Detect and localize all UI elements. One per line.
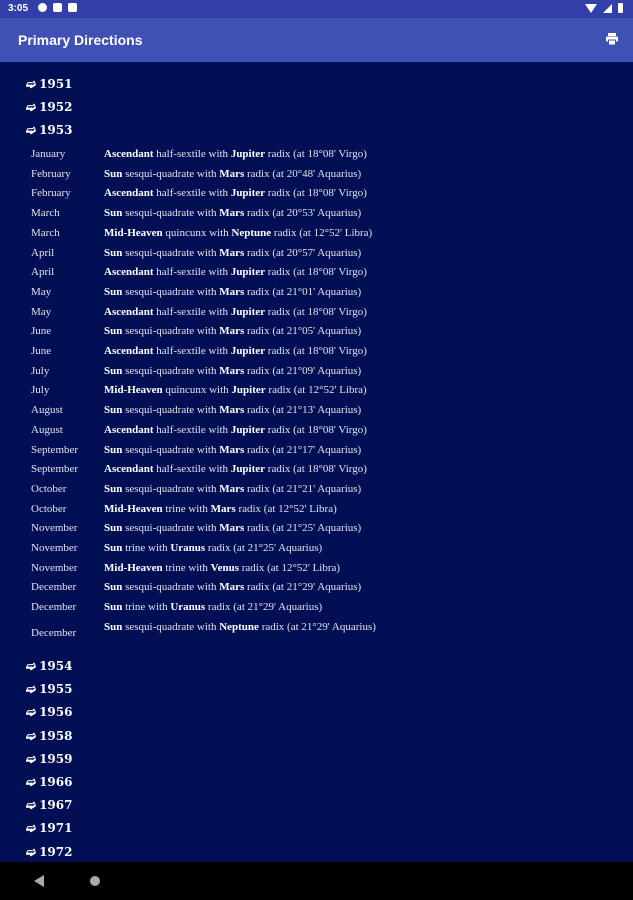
radix-planet: Mars <box>210 502 236 515</box>
year-label: 1967 <box>39 798 73 813</box>
radix-position: radix (at 18°08' Virgo) <box>267 187 367 200</box>
moving-point: Mid-Heaven <box>104 502 163 515</box>
event-description <box>104 148 404 160</box>
event-month: May <box>31 285 52 298</box>
event-description <box>104 384 404 396</box>
aspect: sesqui-quadrate with <box>125 285 217 298</box>
aspect: sesqui-quadrate with <box>125 167 217 180</box>
event-month: October <box>31 502 67 515</box>
radix-planet: Mars <box>219 325 245 338</box>
status-time: 3:05 <box>8 3 29 14</box>
radix-planet: Neptune <box>219 620 259 633</box>
aspect: quincunx with <box>165 226 229 239</box>
moving-point: Sun <box>104 542 123 554</box>
event-description <box>104 621 404 633</box>
radix-planet: Mars <box>219 404 245 417</box>
expand-arrow-icon: ➫ <box>26 705 37 720</box>
moving-point: Ascendant <box>104 148 154 160</box>
radix-position: radix (at 21°05' Aquarius) <box>247 325 362 338</box>
moving-point: Ascendant <box>104 345 154 357</box>
event-description <box>104 424 404 436</box>
event-month: August <box>31 404 63 417</box>
event-month: September <box>31 463 79 476</box>
year-toggle[interactable] <box>26 682 72 696</box>
radix-planet: Mars <box>219 581 245 594</box>
event-month: November <box>31 561 78 574</box>
event-description <box>104 562 404 574</box>
radix-planet: Jupiter <box>230 266 266 279</box>
event-description <box>104 601 404 613</box>
event-month: December <box>31 581 77 594</box>
aspect: sesqui-quadrate with <box>125 207 217 220</box>
event-month: November <box>31 522 78 535</box>
event-month: July <box>31 364 50 377</box>
radix-planet: Neptune <box>231 226 272 239</box>
year-label: 1953 <box>39 123 73 137</box>
expand-arrow-icon: ➫ <box>26 100 37 114</box>
back-icon[interactable] <box>34 875 44 887</box>
radix-planet: Jupiter <box>230 345 266 357</box>
moving-point: Sun <box>104 285 123 298</box>
radix-planet: Mars <box>219 522 245 535</box>
radix-position: radix (at 18°08' Virgo) <box>267 148 367 160</box>
aspect: sesqui-quadrate with <box>125 246 217 259</box>
radix-position: radix (at 12°52' Libra) <box>268 384 367 397</box>
year-label: 1952 <box>39 100 73 114</box>
expand-arrow-icon: ➫ <box>26 798 37 813</box>
moving-point: Sun <box>104 482 123 495</box>
event-month: December <box>31 626 77 639</box>
event-month: November <box>31 542 78 554</box>
radix-planet: Jupiter <box>231 384 266 397</box>
radix-planet: Uranus <box>170 542 206 554</box>
aspect: sesqui-quadrate with <box>125 443 217 456</box>
radix-planet: Mars <box>219 285 245 298</box>
event-description <box>104 404 404 416</box>
page-title: Primary Directions <box>18 32 143 48</box>
event-month: December <box>31 601 77 614</box>
sd-card-icon <box>68 3 77 12</box>
event-month: October <box>31 482 67 495</box>
aspect: quincunx with <box>165 384 229 397</box>
event-description <box>104 365 404 377</box>
moving-point: Sun <box>104 404 123 417</box>
event-month: September <box>31 443 79 456</box>
app-bar <box>0 18 633 62</box>
event-description <box>104 542 404 554</box>
navigation-bar <box>0 862 633 900</box>
radix-planet: Jupiter <box>230 305 266 318</box>
year-label: 1972 <box>39 844 73 859</box>
moving-point: Sun <box>104 443 123 456</box>
year-label: 1954 <box>39 659 73 673</box>
event-month: February <box>31 167 71 180</box>
aspect: half-sextile with <box>156 148 229 160</box>
aspect: sesqui-quadrate with <box>125 364 217 377</box>
signal-icon <box>603 4 612 13</box>
year-toggle[interactable] <box>26 729 72 743</box>
aspect: sesqui-quadrate with <box>125 482 217 495</box>
moving-point: Ascendant <box>104 423 154 436</box>
year-label: 1956 <box>39 705 73 720</box>
year-toggle[interactable] <box>26 123 72 137</box>
battery-icon <box>618 3 623 13</box>
expand-arrow-icon: ➫ <box>26 728 37 743</box>
aspect: half-sextile with <box>156 266 229 279</box>
year-toggle[interactable] <box>26 821 72 835</box>
moving-point: Sun <box>104 620 123 633</box>
event-description <box>104 227 404 239</box>
moving-point: Ascendant <box>104 187 154 200</box>
expand-arrow-icon: ➫ <box>26 775 37 789</box>
event-description <box>104 187 404 199</box>
event-month: April <box>31 266 55 279</box>
year-toggle[interactable] <box>26 100 72 114</box>
event-description <box>104 286 404 298</box>
year-label: 1951 <box>39 77 73 91</box>
aspect: trine with <box>125 601 168 614</box>
event-month: April <box>31 246 55 259</box>
radix-position: radix (at 18°08' Virgo) <box>267 463 367 476</box>
radix-position: radix (at 18°08' Virgo) <box>267 345 367 357</box>
radix-position: radix (at 21°17' Aquarius) <box>247 443 362 456</box>
year-label: 1959 <box>39 751 73 766</box>
aspect: half-sextile with <box>156 187 229 200</box>
aspect: sesqui-quadrate with <box>125 581 217 594</box>
event-month: July <box>31 384 50 397</box>
event-description <box>104 483 404 495</box>
notification-icon <box>53 3 62 12</box>
year-toggle[interactable] <box>26 705 72 719</box>
year-label: 1971 <box>39 821 73 836</box>
aspect: sesqui-quadrate with <box>125 325 217 338</box>
event-description <box>104 503 404 515</box>
event-description <box>104 463 404 475</box>
event-month: June <box>31 325 52 338</box>
radix-planet: Mars <box>219 207 245 220</box>
year-toggle[interactable] <box>26 775 72 789</box>
radix-position: radix (at 21°29' Aquarius) <box>261 620 376 633</box>
expand-arrow-icon: ➫ <box>26 844 37 859</box>
radix-planet: Mars <box>219 482 245 495</box>
radix-position: radix (at 12°52' Libra) <box>241 561 341 574</box>
aspect: sesqui-quadrate with <box>125 620 217 633</box>
year-toggle[interactable] <box>26 752 72 766</box>
year-toggle[interactable] <box>26 845 72 859</box>
expand-arrow-icon: ➫ <box>26 659 37 673</box>
wifi-icon <box>585 4 597 13</box>
event-month: May <box>31 305 52 318</box>
event-description <box>104 266 404 278</box>
year-label: 1966 <box>39 775 73 789</box>
expand-arrow-icon: ➫ <box>26 123 37 137</box>
moving-point: Sun <box>104 364 123 377</box>
event-description <box>104 168 404 180</box>
settings-icon <box>38 3 47 12</box>
radix-position: radix (at 18°08' Virgo) <box>267 305 367 318</box>
year-toggle[interactable] <box>26 659 72 673</box>
aspect: sesqui-quadrate with <box>125 404 217 417</box>
moving-point: Sun <box>104 207 123 220</box>
event-description <box>104 247 404 259</box>
expand-arrow-icon: ➫ <box>26 682 37 697</box>
radix-planet: Mars <box>219 167 245 180</box>
radix-position: radix (at 21°09' Aquarius) <box>247 364 362 377</box>
radix-position: radix (at 12°52' Libra) <box>273 226 373 239</box>
radix-planet: Uranus <box>170 601 206 614</box>
moving-point: Mid-Heaven <box>104 384 163 397</box>
radix-planet: Mars <box>219 443 245 456</box>
radix-position: radix (at 20°48' Aquarius) <box>247 167 362 180</box>
radix-position: radix (at 12°52' Libra) <box>238 502 337 515</box>
radix-position: radix (at 21°25' Aquarius) <box>247 522 362 535</box>
radix-position: radix (at 21°29' Aquarius) <box>247 581 362 594</box>
moving-point: Mid-Heaven <box>104 561 163 574</box>
moving-point: Sun <box>104 246 123 259</box>
event-month: March <box>31 226 60 239</box>
year-label: 1958 <box>39 728 73 743</box>
aspect: sesqui-quadrate with <box>125 522 217 535</box>
year-toggle[interactable] <box>26 798 72 812</box>
event-description <box>104 345 404 357</box>
year-toggle[interactable] <box>26 77 72 91</box>
moving-point: Sun <box>104 601 123 614</box>
moving-point: Ascendant <box>104 463 154 476</box>
event-description <box>104 207 404 219</box>
radix-planet: Jupiter <box>230 463 266 476</box>
print-icon[interactable] <box>605 32 619 46</box>
status-bar <box>0 0 633 18</box>
event-description <box>104 581 404 593</box>
moving-point: Ascendant <box>104 266 154 279</box>
aspect: trine with <box>125 542 168 554</box>
system-icons <box>585 3 623 13</box>
aspect: half-sextile with <box>156 423 229 436</box>
expand-arrow-icon: ➫ <box>26 821 37 836</box>
event-description <box>104 306 404 318</box>
radix-position: radix (at 20°57' Aquarius) <box>247 246 362 259</box>
radix-position: radix (at 21°21' Aquarius) <box>247 482 362 495</box>
radix-planet: Venus <box>210 561 239 574</box>
aspect: half-sextile with <box>156 305 229 318</box>
event-description <box>104 325 404 337</box>
radix-position: radix (at 18°08' Virgo) <box>267 266 367 279</box>
aspect: trine with <box>165 561 208 574</box>
aspect: half-sextile with <box>156 463 229 476</box>
event-month: February <box>31 187 71 200</box>
radix-planet: Jupiter <box>230 423 266 436</box>
radix-position: radix (at 20°53' Aquarius) <box>247 207 362 220</box>
moving-point: Sun <box>104 325 123 338</box>
event-month: March <box>31 207 60 220</box>
notification-icons <box>38 3 77 12</box>
directions-list <box>0 62 633 862</box>
aspect: trine with <box>165 502 208 515</box>
event-month: January <box>31 148 66 160</box>
event-description <box>104 522 404 534</box>
radix-position: radix (at 21°25' Aquarius) <box>207 542 323 554</box>
moving-point: Sun <box>104 167 123 180</box>
moving-point: Ascendant <box>104 305 154 318</box>
year-label: 1955 <box>39 682 73 697</box>
radix-position: radix (at 18°08' Virgo) <box>267 423 367 436</box>
radix-position: radix (at 21°13' Aquarius) <box>247 404 362 417</box>
event-month: June <box>31 345 52 357</box>
radix-planet: Mars <box>219 364 245 377</box>
event-month: August <box>31 423 63 436</box>
home-icon[interactable] <box>90 876 100 886</box>
moving-point: Mid-Heaven <box>104 226 163 239</box>
radix-position: radix (at 21°01' Aquarius) <box>247 285 362 298</box>
event-description <box>104 444 404 456</box>
expand-arrow-icon: ➫ <box>26 77 37 91</box>
expand-arrow-icon: ➫ <box>26 751 37 766</box>
moving-point: Sun <box>104 581 123 594</box>
radix-planet: Jupiter <box>230 187 266 200</box>
radix-planet: Mars <box>219 246 245 259</box>
aspect: half-sextile with <box>156 345 229 357</box>
radix-position: radix (at 21°29' Aquarius) <box>207 601 323 614</box>
radix-planet: Jupiter <box>230 148 266 160</box>
moving-point: Sun <box>104 522 123 535</box>
